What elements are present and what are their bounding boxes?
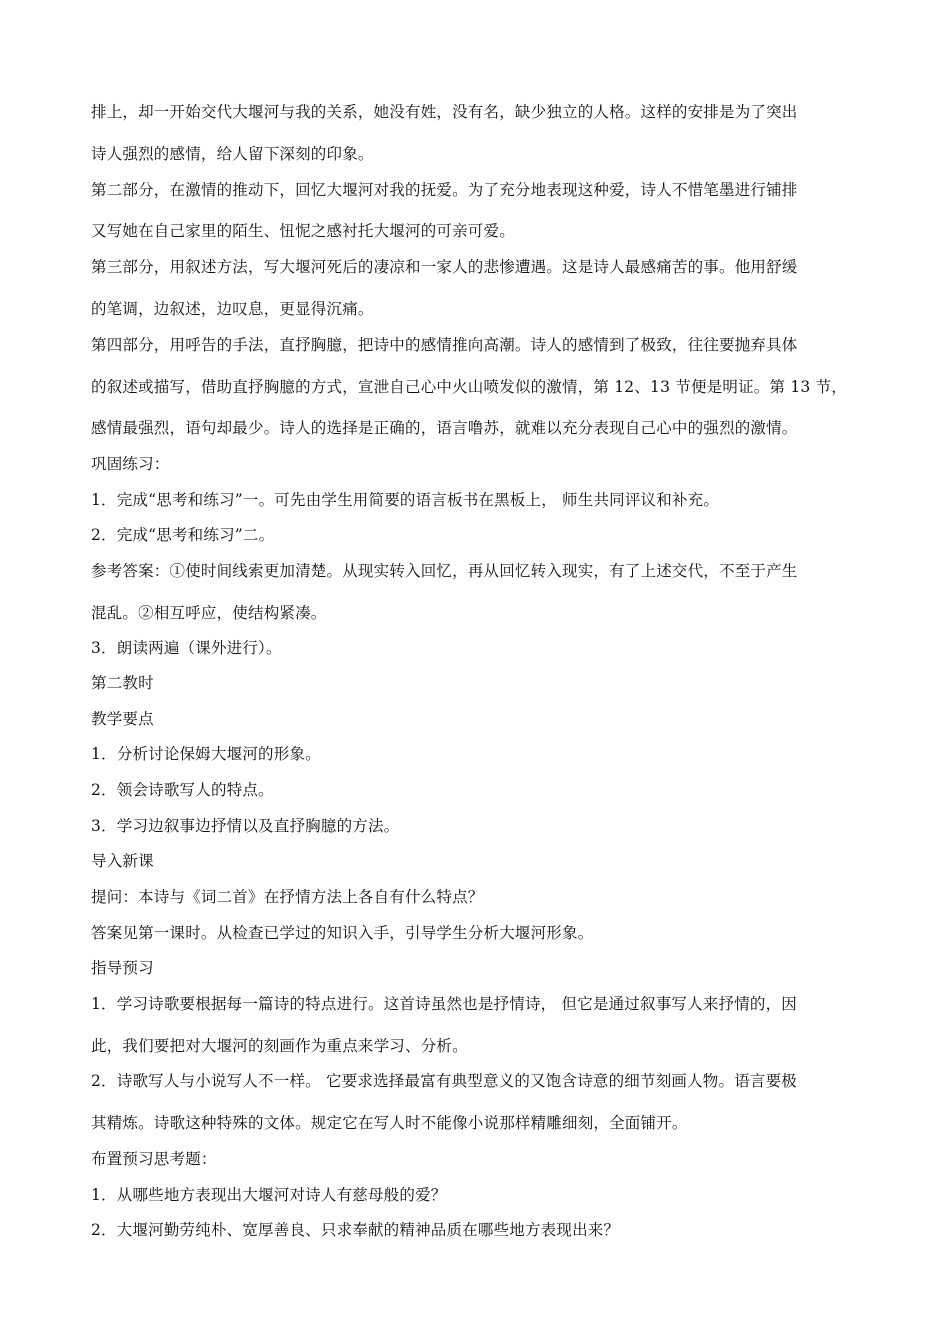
list-item: 3．朗读两遍（课外进行）。 xyxy=(91,639,282,657)
section-heading: 巩固练习： xyxy=(91,455,170,473)
section-heading: 导入新课 xyxy=(91,852,154,870)
paragraph-line: 的叙述或描写，借助直抒胸臆的方式，宣泄自己心中火山喷发似的激情，第 12、13 节便是明证。第 13 节， xyxy=(91,378,847,396)
paragraph-line: 第四部分，用呼告的手法，直抒胸臆，把诗中的感情推向高潮。诗人的感情到了极致，往往要抛弃具体 xyxy=(91,336,798,354)
list-item: 2．诗歌写人与小说写人不一样。 它要求选择最富有典型意义的又饱含诗意的细节刻画人物。语言要极 xyxy=(91,1072,797,1090)
list-item: 2．领会诗歌写人的特点。 xyxy=(91,781,274,799)
paragraph-line: 又写她在自己家里的陌生、忸怩之感衬托大堰河的可亲可爱。 xyxy=(91,222,515,240)
list-item: 2．大堰河勤劳纯朴、宽厚善良、只求奉献的精神品质在哪些地方表现出来？ xyxy=(91,1221,620,1239)
section-heading: 教学要点 xyxy=(91,710,154,728)
paragraph-line: 提问：本诗与《词二首》在抒情方法上各自有什么特点？ xyxy=(91,888,484,906)
paragraph-line: 感情最强烈，语句却最少。诗人的选择是正确的，语言噜苏，就难以充分表现自己心中的强烈的激情。 xyxy=(91,419,798,437)
list-item: 3．学习边叙事边抒情以及直抒胸臆的方法。 xyxy=(91,817,400,835)
list-item: 1．从哪些地方表现出大堰河对诗人有慈母般的爱？ xyxy=(91,1186,447,1204)
list-item: 2．完成“思考和练习”二。 xyxy=(91,526,275,544)
section-heading: 布置预习思考题： xyxy=(91,1150,217,1168)
paragraph-line: 其精炼。诗歌这种特殊的文体。规定它在写人时不能像小说那样精雕细刻，全面铺开。 xyxy=(91,1114,688,1132)
paragraph-line: 混乱。②相互呼应，使结构紧凑。 xyxy=(91,604,327,622)
list-item: 1．完成“思考和练习”一。可先由学生用简要的语言板书在黑板上， 师生共同评议和补充。 xyxy=(91,491,720,509)
paragraph-line: 第二部分，在激情的推动下，回忆大堰河对我的抚爱。为了充分地表现这种爱，诗人不惜笔墨进行铺排 xyxy=(91,181,798,199)
paragraph-line: 第三部分，用叙述方法，写大堰河死后的凄凉和一家人的悲惨遭遇。这是诗人最感痛苦的事。他用舒缓 xyxy=(91,258,798,276)
paragraph-line: 的笔调，边叙述，边叹息，更显得沉痛。 xyxy=(91,300,374,318)
paragraph-line: 参考答案：①使时间线索更加清楚。从现实转入回忆，再从回忆转入现实，有了上述交代，不至于产生 xyxy=(91,562,798,580)
list-item: 1．分析讨论保姆大堰河的形象。 xyxy=(91,745,321,763)
paragraph-line: 答案见第一课时。从检查已学过的知识入手，引导学生分析大堰河形象。 xyxy=(91,924,594,942)
paragraph-line: 排上，却一开始交代大堰河与我的关系，她没有姓，没有名，缺少独立的人格。这样的安排是为了突出 xyxy=(91,103,798,121)
section-heading: 指导预习 xyxy=(91,959,154,977)
list-item: 1．学习诗歌要根据每一篇诗的特点进行。这首诗虽然也是抒情诗， 但它是通过叙事写人来抒情的，因 xyxy=(91,995,797,1013)
paragraph-line: 此，我们要把对大堰河的刻画作为重点来学习、分析。 xyxy=(91,1037,468,1055)
section-heading: 第二教时 xyxy=(91,674,154,692)
paragraph-line: 诗人强烈的感情，给人留下深刻的印象。 xyxy=(91,145,374,163)
